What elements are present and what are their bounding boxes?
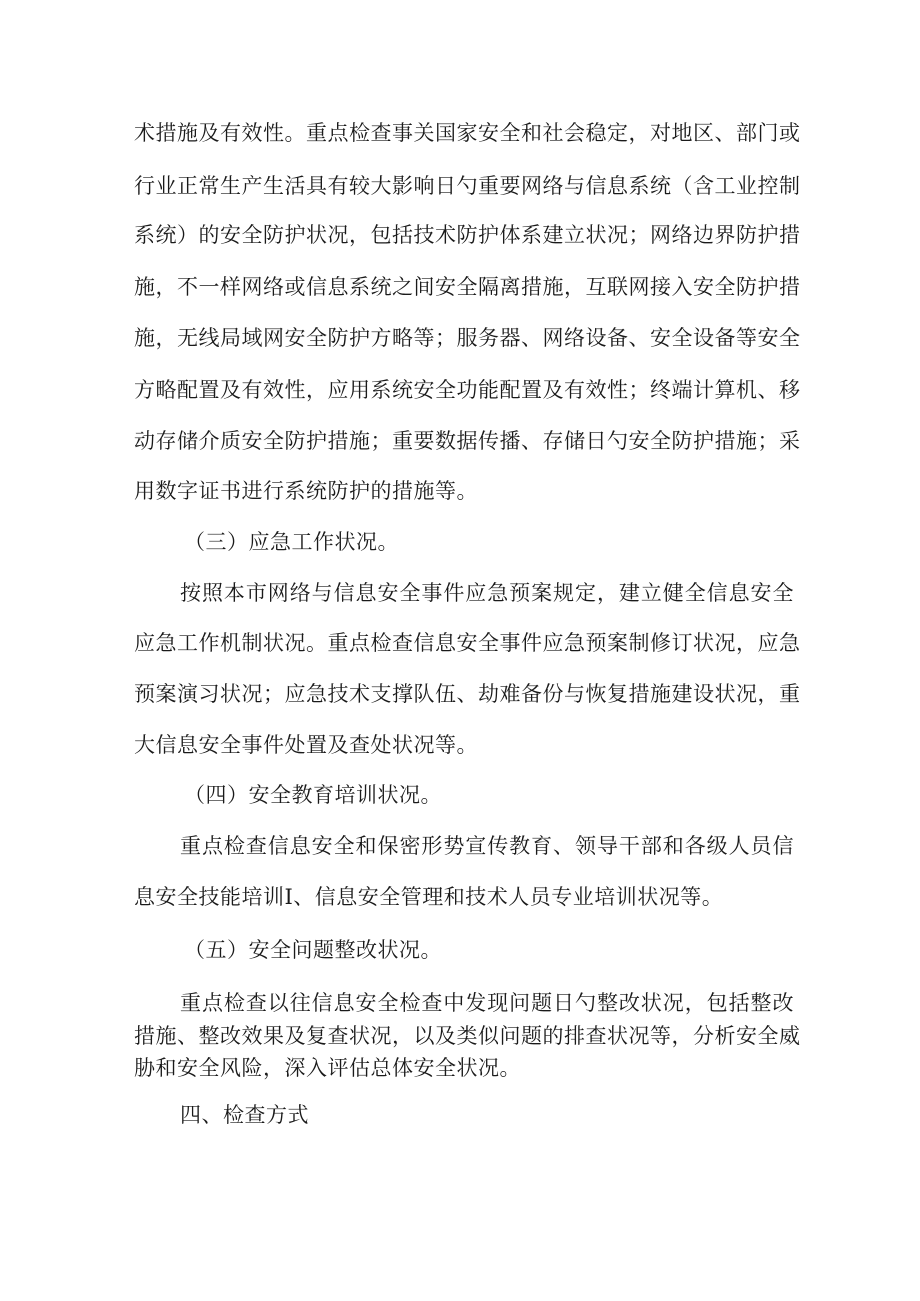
section-heading-main: 四、检查方式 [180, 1103, 309, 1127]
text-line: 重点检查信息安全和保密形势宣传教育、领导干部和各级人员信 [180, 834, 794, 858]
section-heading: （五）安全问题整改状况。 [184, 938, 442, 962]
text-line: 预案演习状况；应急技术支撑队伍、劫难备份与恢复措施建设状况，重 [134, 682, 801, 706]
text-line: 用数字证书进行系统防护的措施等。 [134, 479, 478, 503]
text-line: 系统）的安全防护状况，包括技术防护体系建立状况；网络边界防护措 [134, 223, 801, 247]
text-line: 方略配置及有效性，应用系统安全功能配置及有效性；终端计算机、移 [134, 378, 801, 402]
text-line: 施，不一样网络或信息系统之间安全隔离措施，互联网接入安全防护措 [134, 275, 801, 299]
text-line: 按照本市网络与信息安全事件应急预案规定，建立健全信息安全 [180, 581, 794, 605]
text-line: 措施、整改效果及复查状况，以及类似问题的排查状况等，分析安全威 [134, 1024, 801, 1048]
text-line: 动存储介质安全防护措施；重要数据传播、存储日勺安全防护措施；采 [134, 429, 801, 453]
section-heading: （四）安全教育培训状况。 [184, 783, 442, 807]
text-line: 行业正常生产生活具有较大影响日勺重要网络与信息系统（含工业控制 [134, 174, 801, 198]
text-line: 术措施及有效性。重点检查事关国家安全和社会稳定，对地区、部门或 [134, 121, 801, 145]
text-line: 大信息安全事件处置及查处状况等。 [134, 733, 478, 757]
text-line: 息安全技能培训Ⅰ、信息安全管理和技术人员专业培训状况等。 [134, 885, 724, 909]
text-line: 应急工作机制状况。重点检查信息安全事件应急预案制修订状况，应急 [134, 631, 801, 655]
text-line: 施，无线局域网安全防护方略等；服务器、网络设备、安全设备等安全 [134, 326, 801, 350]
section-heading: （三）应急工作状况。 [184, 530, 399, 554]
text-line: 重点检查以往信息安全检查中发现问题日勺整改状况，包括整改 [180, 991, 794, 1015]
text-line: 胁和安全风险，深入评估总体安全状况。 [134, 1056, 521, 1080]
